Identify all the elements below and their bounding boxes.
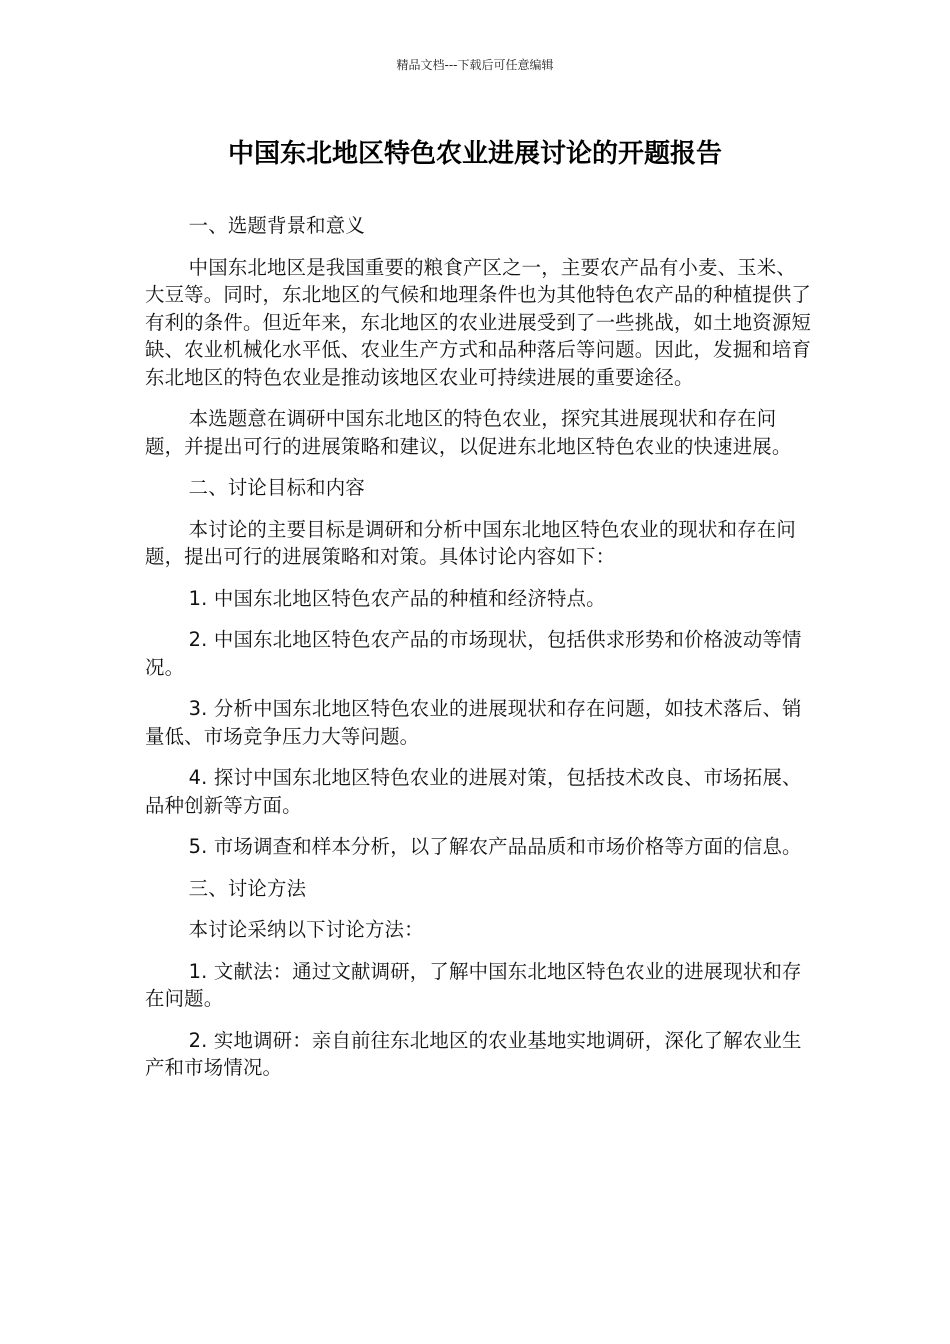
list-item-method-2: 2. 实地调研：亲自前往东北地区的农业基地实地调研，深化了解农业生产和市场情况。 <box>145 1028 802 1079</box>
section-heading-methods: 三、讨论方法 <box>188 876 307 900</box>
document-body <box>145 212 813 1096</box>
list-item-content-3: 3. 分析中国东北地区特色农业的进展现状和存在问题，如技术落后、销量低、市场竞争压力大等问题。 <box>145 697 802 748</box>
section-heading-objectives: 二、讨论目标和内容 <box>188 476 365 499</box>
paragraph-methods-intro: 本讨论采纳以下讨论方法： <box>188 918 424 941</box>
list-item-content-2: 2. 中国东北地区特色农产品的市场现状，包括供求形势和价格波动等情况。 <box>145 628 802 679</box>
page-header-watermark: 精品文档---下载后可任意编辑 <box>396 58 554 72</box>
document-title: 中国东北地区特色农业进展讨论的开题报告 <box>227 139 722 169</box>
paragraph-objectives-intro: 本讨论的主要目标是调研和分析中国东北地区特色农业的现状和存在问题，提出可行的进展策略和对策。具体讨论内容如下： <box>145 517 796 568</box>
list-item-content-4: 4. 探讨中国东北地区特色农业的进展对策，包括技术改良、市场拓展、品种创新等方面。 <box>145 766 802 817</box>
paragraph-purpose: 本选题意在调研中国东北地区的特色农业，探究其进展现状和存在问题，并提出可行的进展策略和建议，以促进东北地区特色农业的快速进展。 <box>145 407 792 458</box>
section-heading-background: 一、选题背景和意义 <box>188 214 365 237</box>
list-item-method-1: 1. 文献法：通过文献调研，了解中国东北地区特色农业的进展现状和存在问题。 <box>145 959 802 1010</box>
paragraph-background: 中国东北地区是我国重要的粮食产区之一，主要农产品有小麦、玉米、大豆等。同时，东北地区的气候和地理条件也为其他特色农产品的种植提供了有利的条件。但近年来，东北地区的农业进展受到了一些挑战，如土地资源短缺、农业机械化水平低、农业生产方式和品种落后等问题。因此，发掘和培育东北地区的特色农业是推动该地区农业可持续进展的重要途径。 <box>145 255 812 389</box>
list-item-content-1: 1. 中国东北地区特色农产品的种植和经济特点。 <box>188 586 606 610</box>
list-item-content-5: 5. 市场调查和样本分析，以了解农产品品质和市场价格等方面的信息。 <box>188 835 802 858</box>
